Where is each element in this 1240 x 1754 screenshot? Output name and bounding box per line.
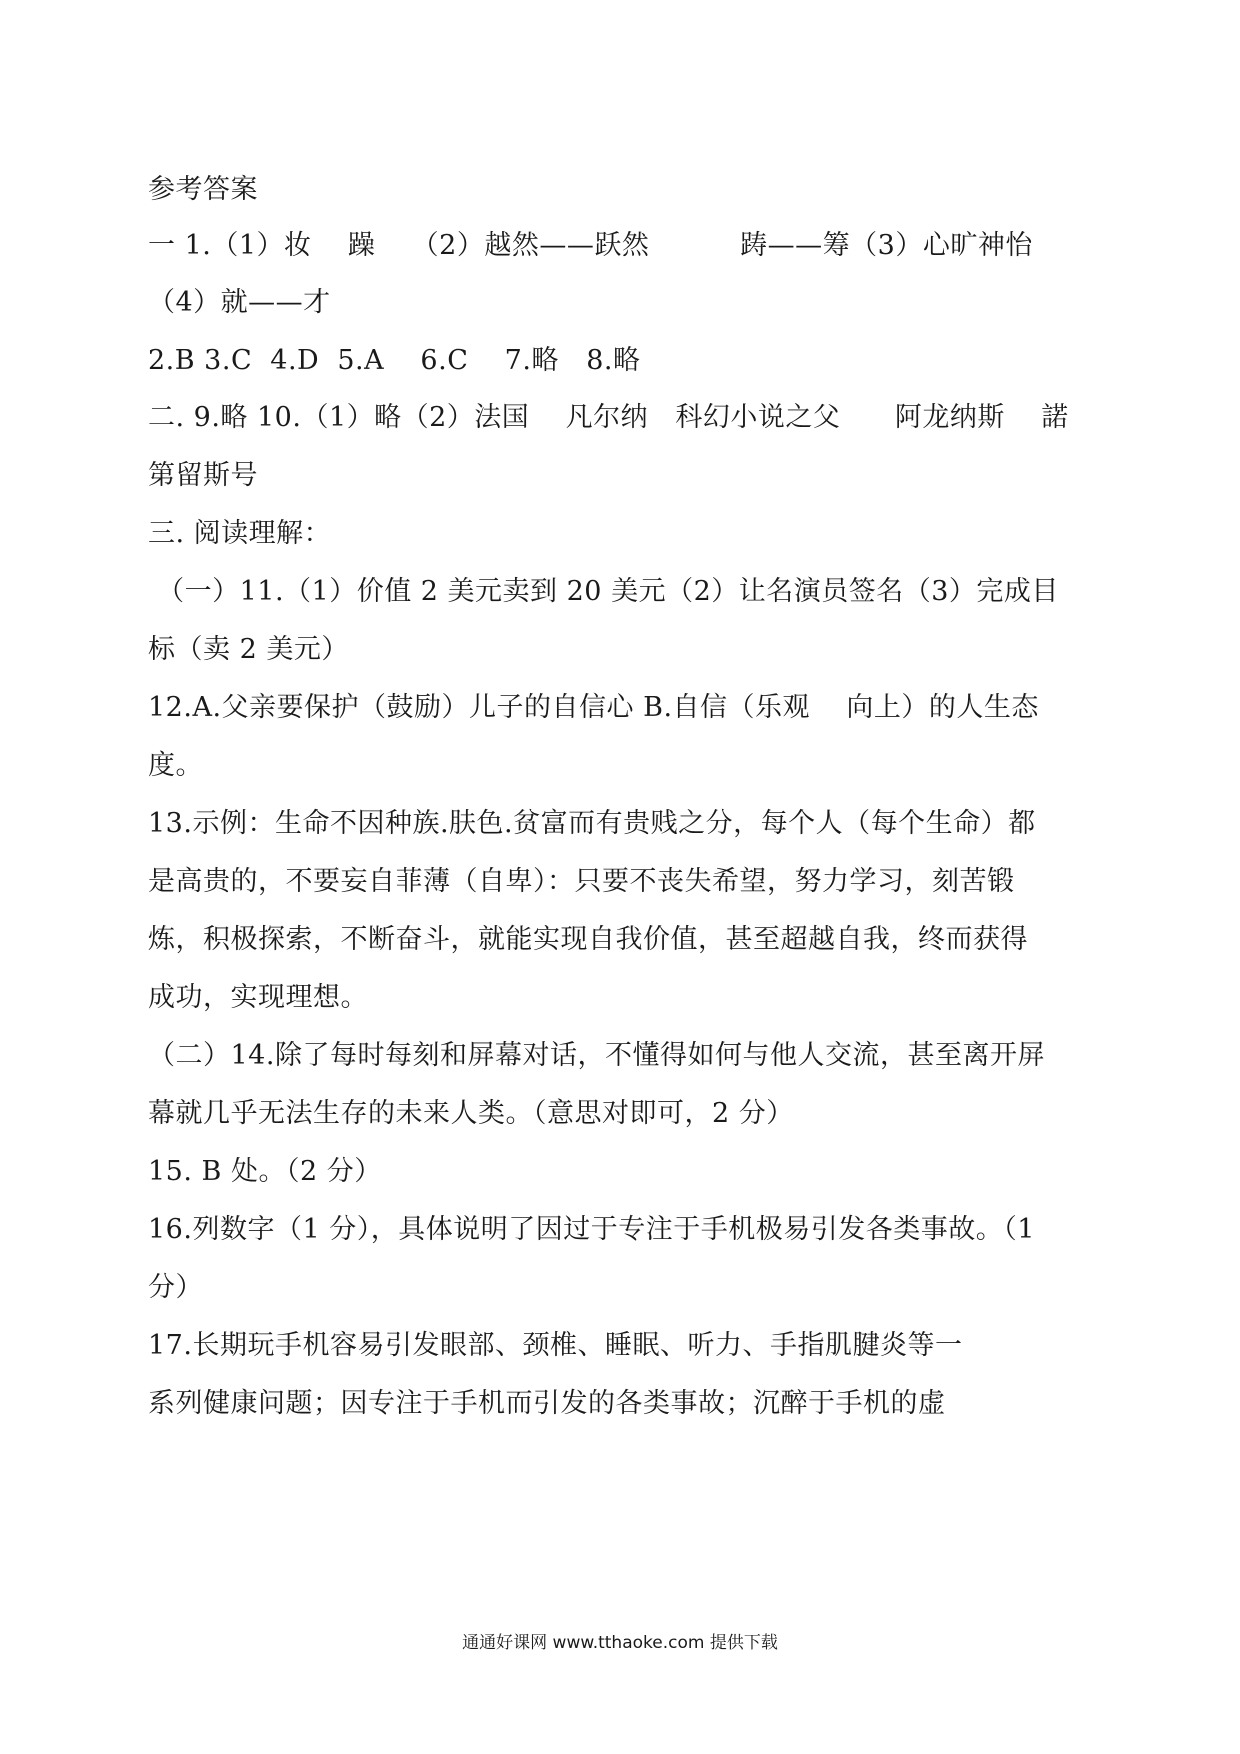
answer-line-6: 三. 阅读理解： — [148, 518, 332, 549]
footer-url-link[interactable]: www.tthaoke.com — [552, 1633, 705, 1653]
answer-line-13: 炼，积极探索，不断奋斗，就能实现自我价值，甚至超越自我，终而获得 — [148, 924, 1028, 955]
answer-line-12: 是高贵的，不要妄自菲薄（自卑）：只要不丧失希望，努力学习，刻苦锻 — [148, 866, 1015, 897]
answer-line-3: 2.B 3.C 4.D 5.A 6.C 7.略 8.略 — [148, 345, 641, 376]
answer-line-19: 分） — [148, 1272, 203, 1303]
section-heading-answers: 参考答案 — [148, 174, 258, 205]
footer-action: 提供下载 — [709, 1633, 778, 1653]
answer-line-21: 系列健康问题；因专注于手机而引发的各类事故；沉醉于手机的虚 — [148, 1388, 946, 1419]
answer-line-14: 成功，实现理想。 — [148, 982, 368, 1013]
answer-line-16: 幕就几乎无法生存的未来人类。（意思对即可，2 分） — [148, 1098, 794, 1129]
answer-line-1: 一 1.（1）妆 躁 （2）越然——跃然 踌——筹（3）心旷神怡 — [148, 230, 1033, 261]
answer-line-18: 16.列数字（1 分），具体说明了因过于专注于手机极易引发各类事故。（1 — [148, 1214, 1035, 1245]
answer-line-4: 二. 9.略 10.（1）略（2）法国 凡尔纳 科幻小说之父 阿龙纳斯 諾 — [148, 402, 1069, 433]
footer-site-name: 通通好课网 — [462, 1633, 548, 1653]
answer-line-9: 12.A.父亲要保护（鼓励）儿子的自信心 B.自信（乐观 向上）的人生态 — [148, 692, 1039, 723]
answer-line-8: 标（卖 2 美元） — [148, 634, 349, 665]
answer-line-5: 第留斯号 — [148, 460, 258, 491]
answer-line-11: 13.示例：生命不因种族.肤色.贫富而有贵贱之分，每个人（每个生命）都 — [148, 808, 1036, 839]
answer-line-20: 17.长期玩手机容易引发眼部、颈椎、睡眠、听力、手指肌腱炎等一 — [148, 1330, 963, 1361]
answer-line-15: （二）14.除了每时每刻和屏幕对话，不懂得如何与他人交流，甚至离开屏 — [148, 1040, 1045, 1071]
answer-line-10: 度。 — [148, 750, 203, 781]
answer-line-17: 15. B 处。（2 分） — [148, 1156, 382, 1187]
answer-line-7: （一）11.（1）价值 2 美元卖到 20 美元（2）让名演员签名（3）完成目 — [148, 576, 1059, 607]
page-footer — [0, 1628, 1240, 1653]
answer-line-2: （4）就——才 — [148, 287, 331, 318]
